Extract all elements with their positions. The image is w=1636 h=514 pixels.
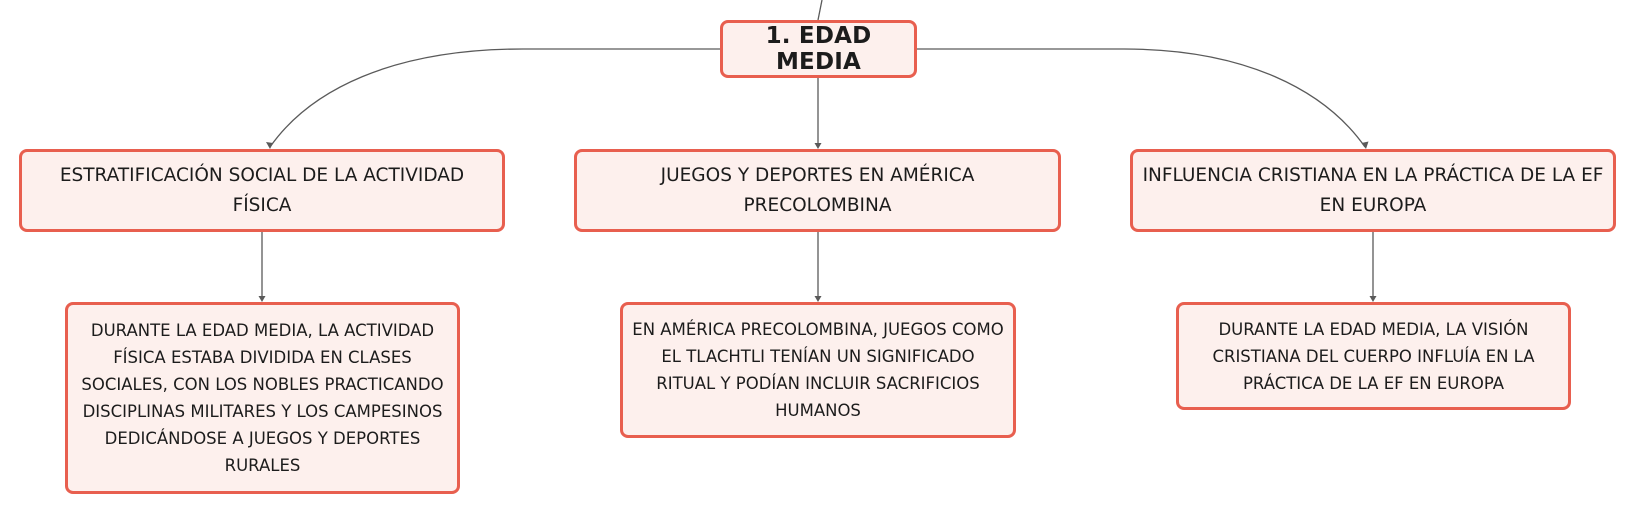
detail-node-text: DURANTE LA EDAD MEDIA, LA VISIÓN CRISTIANA DEL CUERPO INFLUÍA EN LA PRÁCTICA DE LA EF EN EUROPA [1212,319,1535,393]
root-node-label: 1. EDAD MEDIA [765,23,872,75]
detail-node-text: EN AMÉRICA PRECOLOMBINA, JUEGOS COMO EL TLACHTLI TENÍAN UN SIGNIFICADO RITUAL Y PODÍAN INCLUIR SACRIFICIOS HUMANOS [632,320,1004,420]
connector-parent-to-root [818,0,822,20]
arrowhead-topic-1 [266,142,273,149]
connector-root-to-topic-3 [917,49,1365,147]
detail-node-juegos-america-precolombina[interactable] [620,302,1016,438]
connector-root-to-topic-1 [270,49,720,147]
detail-node-influencia-cristiana[interactable] [1176,302,1571,410]
topic-node-estratificacion-social[interactable] [19,149,505,232]
topic-node-juegos-america-precolombina[interactable] [574,149,1061,232]
detail-node-text: DURANTE LA EDAD MEDIA, LA ACTIVIDAD FÍSICA ESTABA DIVIDIDA EN CLASES SOCIALES, CON LOS NOBLES PRACTICANDO DISCIPLINAS MILITARES Y LOS CAMPESINOS DEDICÁNDOSE A JUEGOS Y DEPORTES RURALES [81,321,444,475]
topic-node-label: INFLUENCIA CRISTIANA EN LA PRÁCTICA DE LA EF EN EUROPA [1142,164,1604,216]
detail-node-estratificacion-social[interactable] [65,302,460,494]
root-node[interactable] [720,20,917,78]
topic-node-label: ESTRATIFICACIÓN SOCIAL DE LA ACTIVIDAD FÍSICA [59,164,465,216]
topic-node-influencia-cristiana[interactable] [1130,149,1616,232]
topic-node-label: JUEGOS Y DEPORTES EN AMÉRICA PRECOLOMBINA [660,164,975,216]
